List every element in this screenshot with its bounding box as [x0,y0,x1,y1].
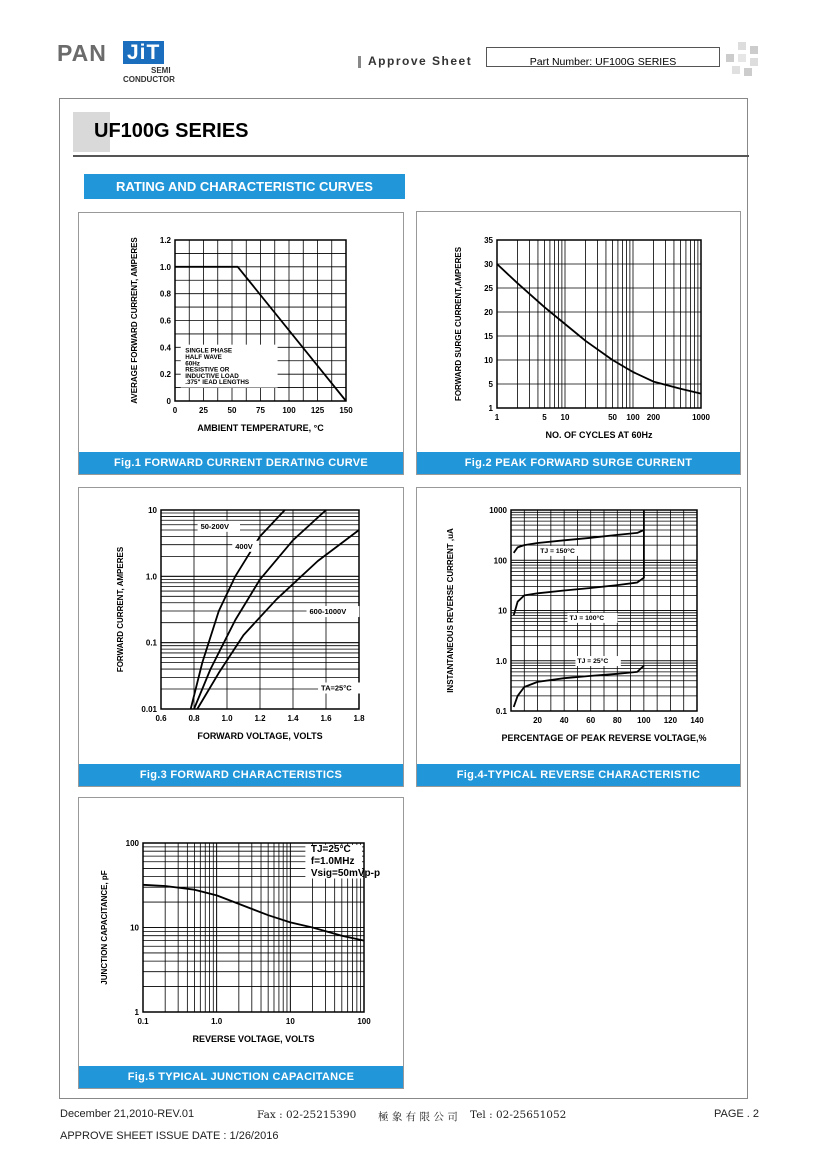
figure-4-chart [417,488,740,765]
figure-3-panel [78,487,404,787]
x-axis-label: AMBIENT TEMPERATURE, °C [197,423,324,433]
logo-semi-text: SEMI [151,66,171,75]
title-divider [73,155,749,157]
plot-frame [497,240,701,408]
x-tick-label: 120 [663,716,678,725]
x-axis-label: NO. OF CYCLES AT 60Hz [545,430,653,440]
y-tick-label: 100 [125,839,139,848]
x-tick-label: 100 [626,413,640,422]
figure-2-caption: Fig.2 PEAK FORWARD SURGE CURRENT [417,452,740,474]
x-tick-label: 0.6 [155,714,167,723]
x-tick-label: 10 [285,1017,295,1026]
y-tick-label: 1.0 [495,656,507,666]
company-logo [57,40,182,88]
x-tick-label: 100 [282,406,296,415]
y-tick-label: 0.2 [159,370,171,380]
page-title: UF100G SERIES [94,120,249,142]
curve-label: TA=25°C [321,683,352,693]
x-tick-label: 1.2 [254,714,266,723]
y-tick-label: 15 [484,332,493,341]
x-tick-label: 1.4 [287,714,299,723]
y-tick-label: 35 [484,236,493,245]
conditions-note-line: SINGLE PHASE [185,347,233,355]
figure-1-panel [78,212,404,475]
x-tick-label: 75 [256,406,265,415]
figure-5-panel [78,797,404,1089]
y-tick-label: 25 [484,284,493,293]
x-axis-label: PERCENTAGE OF PEAK REVERSE VOLTAGE,% [501,733,707,743]
figure-4-caption: Fig.4-TYPICAL REVERSE CHARACTERISTIC [417,764,740,786]
legend-entry: Vsig=50mVp-p [310,868,381,880]
approve-sheet-label: Approve Sheet [368,54,473,68]
y-tick-label: 1 [488,403,493,413]
y-axis-label: AVERAGE FORWARD CURRENT, AMPERES [130,237,139,404]
figure-3-caption: Fig.3 FORWARD CHARACTERISTICS [79,764,403,786]
part-number-text: Part Number: UF100G SERIES [529,56,677,68]
footer-company: 極 象 有 限 公 司 [378,1111,458,1123]
conditions-note-line: 60Hz [185,360,200,368]
y-tick-label: 10 [484,356,493,365]
footer-fax: Fax : 02-25215390 [257,1109,357,1121]
x-tick-label: 50 [227,406,237,415]
y-tick-label: 0.1 [145,638,157,648]
y-axis-label: JUNCTION CAPACITANCE, pF [100,870,109,985]
x-tick-label: 20 [533,716,543,725]
x-tick-label: 100 [357,1017,371,1026]
y-tick-label: 0.8 [159,289,171,299]
y-tick-label: 0.4 [159,343,171,353]
x-tick-label: 40 [559,716,569,725]
x-tick-label: 5 [542,413,547,422]
curve-label: 400V [235,541,253,551]
figure-3-chart [79,488,403,765]
logo-jit-text: JiT [123,41,164,64]
y-tick-label: 1.0 [159,262,171,272]
y-tick-label: 20 [484,308,493,317]
y-tick-label: 100 [493,556,507,566]
footer-date-rev: December 21,2010-REV.01 [60,1108,195,1120]
x-tick-label: 0.8 [188,714,200,723]
footer-tel: Tel : 02-25651052 [470,1109,567,1121]
curve-label: 50-200V [200,521,229,531]
x-tick-label: 150 [339,406,353,415]
series-line-1 [143,885,364,941]
y-tick-label: 10 [498,606,507,616]
x-tick-label: 0.1 [137,1017,149,1026]
y-tick-label: 0.01 [141,705,157,714]
y-tick-label: 5 [488,380,493,389]
logo-pan-text: PAN [57,40,107,66]
figure-2-panel [416,211,741,475]
conditions-note-line: RESISTIVE OR [185,366,230,374]
x-axis-label: REVERSE VOLTAGE, VOLTS [192,1034,315,1044]
legend-entry: TJ=25°C [310,844,351,856]
curve-label: TJ = 25°C [577,658,609,666]
x-tick-label: 100 [637,716,651,725]
y-tick-label: 0.6 [159,316,171,326]
figure-5-chart [79,798,403,1067]
x-tick-label: 200 [646,413,661,422]
y-tick-label: 10 [148,506,157,515]
x-tick-label: 1000 [692,413,710,422]
legend-entry: f=1.0MHz [310,856,355,868]
x-tick-label: 1.0 [221,714,233,723]
logo-conductor-text: CONDUCTOR [123,75,175,84]
x-tick-label: 80 [612,716,622,725]
x-tick-label: 140 [690,716,704,725]
curve-label: 600-1000V [309,607,347,617]
x-tick-label: 60 [586,716,596,725]
series-line-1 [497,264,701,394]
conditions-note-line: .375" lEAD LENGTHS [185,379,250,387]
y-tick-label: 10 [130,923,139,933]
y-tick-label: 1 [134,1008,139,1017]
curve-label: TJ = 150°C [540,547,575,555]
section-title: RATING AND CHARACTERISTIC CURVES [84,174,405,199]
y-axis-label: FORWARD CURRENT, AMPERES [116,546,125,673]
footer-page: PAGE . 2 [714,1108,760,1120]
approve-bar [358,56,361,68]
y-tick-label: 1.2 [159,236,171,245]
figure-1-caption: Fig.1 FORWARD CURRENT DERATING CURVE [79,452,403,474]
x-tick-label: 125 [310,406,325,415]
y-axis-label: INSTANTANEOUS REVERSE CURRENT ,uA [446,528,455,693]
x-tick-label: 25 [199,406,208,415]
y-tick-label: 0.1 [495,707,507,716]
y-axis-label: FORWARD SURGE CURRENT,AMPERES [454,246,463,402]
part-number-box [486,47,720,67]
x-tick-label: 50 [608,413,617,422]
figure-5-caption: Fig.5 TYPICAL JUNCTION CAPACITANCE [79,1066,403,1088]
figure-4-panel [416,487,741,787]
x-tick-label: 0 [172,406,178,415]
y-tick-label: 1.0 [145,572,157,582]
x-tick-label: 10 [560,413,570,422]
footer-issue-date: APPROVE SHEET ISSUE DATE : 1/26/2016 [60,1130,279,1142]
figure-2-chart [417,212,740,453]
figure-1-chart [79,213,403,453]
conditions-note-line: HALF WAVE [185,354,222,361]
x-tick-label: 1 [494,413,500,422]
y-tick-label: 30 [484,260,493,269]
series-line-1 [191,510,285,709]
x-tick-label: 1.0 [211,1017,223,1026]
y-tick-label: 1000 [489,506,507,515]
x-tick-label: 1.6 [320,714,332,723]
checker-decoration-icon [726,42,762,78]
y-tick-label: 0 [166,397,171,406]
curve-label: TJ = 100°C [569,614,605,622]
x-axis-label: FORWARD VOLTAGE, VOLTS [197,731,323,741]
x-tick-label: 1.8 [353,714,365,723]
conditions-note-line: INDUCTIVE LOAD [185,372,239,380]
